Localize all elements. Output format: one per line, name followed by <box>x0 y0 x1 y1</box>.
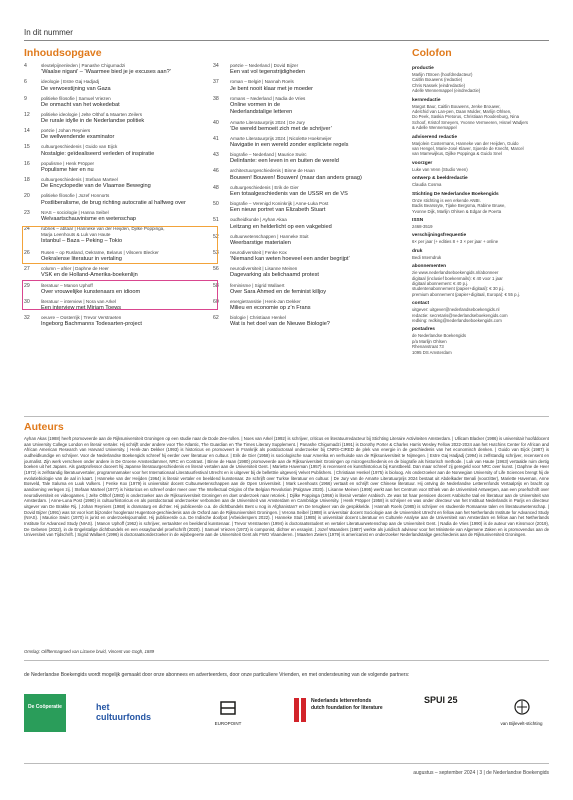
colofon-label: Stichting De Nederlandse Boekengids <box>412 191 499 197</box>
toc-meta: biografie – Verenigd Koninkrijk | Anne-Luka Post <box>230 201 329 207</box>
toc-entry[interactable] <box>213 79 409 95</box>
toc-meta: architectuurgeschiedenis | Binne de Haan <box>230 168 315 174</box>
toc-right-column <box>213 63 409 331</box>
colofon-line: Chris Nassek (eindredactie) <box>412 82 466 88</box>
toc-entry[interactable] <box>213 96 409 120</box>
toc-title: Je bent nooit klaar met je moeder <box>230 85 314 92</box>
colofon-line: Schoof, Kristof Smeyers, Yvonne Vermeeren, Hisnel Wadjers <box>412 119 529 125</box>
toc-title: Oekraïense literatuur in vertaling <box>41 256 122 263</box>
toc-page-number: 27 <box>24 266 30 273</box>
toc-title: VSK en de Holland-Amerika-boekenlijn <box>41 272 138 279</box>
toc-meta: biologie | Christiaan Henkel <box>230 315 286 321</box>
logo-spui25-text: SPUI 25 <box>424 695 458 705</box>
section-header: In dit nummer <box>24 28 73 37</box>
footer-rule <box>24 763 549 764</box>
toc-meta: biografie – Nederland | Maurice Swirc <box>230 152 307 158</box>
colofon-line: Onze stichting is een erkende ANBI. <box>412 197 481 203</box>
colofon-line: studentenabonnement (papier+digitaal): € 30 p.j. <box>412 286 505 292</box>
toc-heading: Inhoudsopgave <box>24 47 102 59</box>
colofon-label: ontwerp & beeldredactie <box>412 176 468 182</box>
colofon-line: uitgever: uitgever@nederlandseboekengids.nl <box>412 307 500 313</box>
toc-page-number: 34 <box>213 63 219 69</box>
toc-meta: neurodiversiteit | Lisanne Meinen <box>230 266 298 272</box>
toc-title: Postliberalisme, de brug richting autocratie al halfweg over <box>41 199 186 206</box>
colofon-line: Badis Bearssyte, Tijake Bergsma, Rabine Bruwe, <box>412 203 506 209</box>
logo-europoint[interactable] <box>200 694 256 732</box>
logo-europoint-text: EUROPOINT <box>214 721 242 726</box>
logo-cultuurfonds-text: het cultuurfonds <box>96 702 151 722</box>
toc-meta: cultuurwetenschappen | Hanneke Stuit <box>230 233 309 239</box>
toc-meta: Amarte Literatuurprijs 2024 | De Jury <box>230 119 305 125</box>
colofon-line: Claudia Cosma <box>412 182 442 188</box>
toc-title: Milieu en economie op z’n Frans <box>230 305 311 312</box>
auteurs-text: Ayhan Akas (1988) heeft promoveerde aan de Rijksuniversiteit Groningen op een studie naar de Dode Zee-rollen. | Noes van Arkel (1992) is schrijver, criticus en literatuurredacteur bij Stichting Literaire Activiteiten Amsterdam. | Ullicam Blacker (1986) is universitair hoofddocent aan University College London en literair vertaler. Hij schrijft onder andere voor The Atlantic, The Guardian en The Times Literary Supplement. | Panashe Chigumadzi (1991) is Dorothy Porter & Charles Harris Wesley Fellow 2022-2024 aan het Hutchins Center for African and African American Research van Harvard University. | Henk-Jan Dekker (1993) is historicus en promoveert in Frankrijk als postdoctoraal onderzoeker bij CNRS-CIRED de plek van energie in de geschiedenis van het economisch denken. | Guido van Eijck (1987) is oudheidkundige en schrijver. Voor de Nederlandse Boekengids schreef hij eerder over literatuur en cultuur. | Erik de Gier (1958) is sociologische naar Amerika en verhuisde van de Rijksuniversiteit te Nijmegen. | Estre Gaj Hadjadj (1994) is zelfstandig schrijver, recensent en journalist. Zijn werk verscheen onder andere in De Groene Amsterdammer, NRC en Contrast. | Binne de Haan (1980) promoveerde aan de Rijksuniversiteit Groningen op microgeschiedenis en de biografie als historisch methode. | Luk van Haute (1963) vertaalde ruim dertig boeken uit het Japans. Als gastprofessor doceert hij Japanse literatuurgeschiedenis en literair vertalen aan de Universiteit Gent. | Mariette Haveman (1957) is recensent en kunsthistoricus bij Kunstbeeld. Dan maar schreef zij geregeld voor NRC over kunst. | Daphne de Heer (1972) is zelfstandig literatuurvertaler, programmamaker voor het Internationaal Literatuurfestival Utrecht en is uitgever bij de bellettrie uitgeverij Velvet Publishers. | Christiaan Henkel (1975) is bioloog. Als onderzoeker aan de Norwegian University of Life Sciences brengt hij de evolutiebiologie van de aal in kaart. | Hanneke van der Heijden (1964) is literair vertaler en beeldend kunstenaar. Ze schrijft over Turkse literatuur en cultuur. | De Jury van de Amarte Literatuurprijs 2024 bestaat uit Abdelkader Benali (voorzitter), Mariette Haveman, Anne Bosveld, Tale Saluma en Luuk Vulkers. | Fenke Kox (1979) is universitair docent Cultuurwetenschappen aan de Open Universiteit. | Mark Leenhouts (1966) vertaalt en schrijft over Chinese literatuur. Hij ontving de Nederlandse Letterenfonds Vertaalprijs en bracht op aandoening verlegen zij. | Stefaan Marteel (1977) is historicus en schreef onder meer over The Intellectual Origins of the Belgian Revolution (Palgrave 2020). | Lisanne Meinen (1995) werkt aan het Centrum voor Ethiek van de Universiteit Antwerpen, aan een proefschrift over neurodiversiteit en videogames. | Jelte Olthof (1983) is onderzoeker aan de Rijksuniversiteit Groningen en doet onderzoek naar retoriek. | Djilke Poppinga (1956) is literair vertaler Arabisch. Ze was tot haar pensioen docent Arabische taal en literatuur aan de Universiteit van Amsterdam. | Anne-Luna Post (1990) is cultuurhistoricus en als postdoctoraal onderzoeker verbonden aan de Universiteit van Amsterdam en Cambridge University. | Henk Pröpper (1958) is schrijver en was onder directeur van het Instituut Nederlands in Parijs en directeur uitgever van De Brakke Rij. | Johan Reyniers (1968) is dramaturg en dichter. Hij publiceerde o.a. de dichtbundels Bent u nog in Afghanistan? en De terugkeer van de gespikkelde. | Hannah Roels (1985) is schrijver en studeerde Romaanse talen en literatuurwetenschap. | Dovid Bijzer (1991) was tot voor kort bijzonder hoogleraar Hugentoot-geschiedenis aan de Oxford aan de Rijksuniversiteit Groningen. | Verona Seibel (1988) is universitair docent Sociologie aan de Universiteit Utrecht en fellow aan het Netherlands Institute for Advanced Study (NIAS). | Maurice Swirc (1970) is jurist en onderzoeksjournalist. Hij publiceerde o.a. De Indische doofpot (Arbeiderspers 2022). | Hanneke Stuit (1985) is universitair docent Literatuur en Culturele Analyse aan de Universiteit van Amsterdam en fellow aan het Netherlands Institute for Advanced Study (NIAS). | Manon Uphoff (1962) is schrijver, vertaalster en beeldend kunstenaar. | Trevor Verstraeten (1994) is doctoraatsstudent en vertaler Literatuurwetenschap aan de Universiteit Gent. | Nadia de Vries (1990) is de auteur van Kinsmoor (2019), De Gebeten (2022), in de Engelstalige dichtbundels en een essaybundel proefschrift (2020). | Samuel Vriezen (1973) is componist, dichter en essayist. | Jozef Waanders (1987) werkte als juridisch adviseur voor het Ministerie van Algemene Zaken en is promovendus aan de Universiteit van Tijdschrift. | Sigrid Wallaert (1996) is doctoraatsonderzoeker in de wijsbegeerte aan de Universiteit Gent als FWO Vlaanderen. | Maarten Zwiers (1979) is americanist en onderzoeker Nederlandstalige geschiedenis aan de Rijksuniversiteit Groningen. <box>24 436 549 538</box>
highlight-box-orange <box>22 226 218 264</box>
colofon-group <box>412 301 552 323</box>
toc-meta: cultuurgeschiedenis | Stefaan Marteel <box>41 177 118 183</box>
toc-page-number: 15 <box>24 144 30 151</box>
toc-title: ‘De wereld bemoeit zich met de schrijver’ <box>230 125 332 132</box>
colofon-label: contact <box>412 301 430 307</box>
toc-page-number: 32 <box>24 315 30 322</box>
auteurs-rule <box>24 416 549 417</box>
logo-cultuurfonds[interactable] <box>96 694 162 732</box>
logo-bijlevelt[interactable] <box>494 694 549 732</box>
logo-spui25[interactable] <box>424 694 460 732</box>
toc-meta: populisme | Henk Pröpper <box>41 160 95 166</box>
colofon-line: digitaal (inclusief boekenmails): € 40 voor 1 jaar <box>412 275 503 281</box>
toc-page-number: 6 <box>24 79 27 86</box>
colofon-group <box>412 233 552 244</box>
toc-title: Online vormen in de <box>230 101 281 108</box>
toc-meta-continued: Marja Leenhouts & Luk van Haute <box>41 232 111 238</box>
logo-letterenfonds[interactable] <box>294 694 384 732</box>
colofon-line: Yvonne Dijk, Marlijn Ohlsen & Edgar de Poerta <box>412 208 502 214</box>
colofon-group <box>412 327 552 355</box>
colofon-group <box>412 66 552 94</box>
colofon-line: Caitlin Bouwens (redactie) <box>412 77 463 83</box>
toc-title: Over Sara Ahmed en de feminist killjoy <box>230 288 327 295</box>
colofon-group <box>412 135 552 157</box>
colofon-group <box>412 264 552 297</box>
colofon-line: 6× per jaar (+ edities 8 + 3 × per jaar + online <box>412 239 499 245</box>
toc-meta: oeuvre – Oosterrijk | Trevor Verstraeten <box>41 315 122 321</box>
toc-page-number: 58 <box>213 282 219 289</box>
colofon-label: productie <box>412 66 434 71</box>
colofon-line: Luke van Venn (Studio Veen) <box>412 166 468 172</box>
toc-entry[interactable] <box>213 315 409 331</box>
toc-title: De verwoestijning van Gaza <box>41 85 111 92</box>
page-footer: augustus – september 2024 | 3 | de Nederlandse Boekengids <box>413 770 549 776</box>
colofon-line: van Hengel, Marie-José Klaver, Sjoerde de Knecht, Marcel <box>412 146 524 152</box>
toc-entry[interactable] <box>24 112 220 128</box>
header-rule <box>24 40 549 41</box>
colofon-line: premium abonnement (papier+digitaal, Europa): € 55 p.j. <box>412 291 520 297</box>
logo-cooperatie[interactable] <box>24 694 66 732</box>
toc-page-number: 41 <box>213 135 219 142</box>
toc-title: Een totaalgeschiedenis van de USSR en de VS <box>230 190 348 197</box>
toc-entry[interactable] <box>24 193 220 209</box>
toc-entry[interactable] <box>213 185 409 201</box>
toc-meta: politieke filosofie | Jozef Honnorts <box>41 193 110 199</box>
toc-page-number: 43 <box>213 152 219 159</box>
logo-letterenfonds-text: Nederlands letterenfonds dutch foundation for literature <box>311 698 383 711</box>
toc-page-number: 14 <box>24 128 30 135</box>
toc-page-number: 52 <box>213 233 219 240</box>
toc-entry[interactable] <box>213 120 409 136</box>
toc-page-number: 62 <box>213 315 219 322</box>
toc-page-number: 23 <box>24 209 30 216</box>
toc-title: Dagevarking als belichaamd protest <box>230 272 319 279</box>
colofon-line: redactie: secretaris@nederlandseboekengids.com <box>412 312 508 318</box>
toc-page-number: 24 <box>24 225 30 232</box>
colofon-label: verschijningsfrequentie <box>412 233 467 239</box>
toc-page-number: 53 <box>213 249 219 256</box>
toc-entry[interactable] <box>213 201 409 217</box>
colofon-line: Marjolein Costermans, Hanneke van der Heijden, Guido <box>412 140 519 146</box>
colofon-line: Adelchid van Lan-pen, Daan Mulder, Marlijn Ohlsen, <box>412 109 512 115</box>
highlight-box-pink <box>22 280 218 310</box>
toc-title: Een vat vol tegenstrijdigheden <box>230 69 305 76</box>
toc-meta: sleutelpijnenleden | Panashe Chigumadzi <box>41 63 126 68</box>
toc-title: Ingeborg Bachmanns Todesarten-project <box>41 321 142 328</box>
toc-title: Welvaartschauvinisme en wetenschap <box>41 215 137 222</box>
letterenfonds-mark-icon <box>294 698 308 722</box>
colofon-line: Margot Baur, Caitlin Bouwens, Jenke Brouwer, <box>412 103 501 109</box>
toc-entry[interactable] <box>24 79 220 95</box>
toc-meta: energietransitie | Henk-Jan Dekker <box>230 298 301 304</box>
toc-meta: romans – Nederland | Nadia de Vries <box>230 95 306 101</box>
auteurs-heading: Auteurs <box>24 421 64 433</box>
toc-meta: cultuurgeschiedenis | Erik de Gier <box>230 184 299 190</box>
toc-title: ‘Waalse nigani’ – ‘Waarmee bied je je excuses aan?’ <box>41 69 171 76</box>
colofon-group <box>412 161 552 172</box>
toc-page-number: 50 <box>213 201 219 208</box>
colofon-line: redking: redking@nederlandseboekengids.com <box>412 317 502 323</box>
toc-page-number: 40 <box>213 119 219 126</box>
toc-title: Over vrouwelijke kunstenaars en idioom <box>41 288 141 295</box>
toc-entry[interactable] <box>24 210 220 226</box>
colofon-label: voorzger <box>412 160 433 166</box>
toc-title: Leitzang en helderlicht op een vakgebied <box>230 223 332 230</box>
toc-title: Weerbarstige materialen <box>230 239 291 246</box>
toc-page-number: 26 <box>24 249 30 256</box>
colofon-line: Marlijn t’Broen (hoofdredacteur) <box>412 72 473 77</box>
toc-page-number: 12 <box>24 111 30 118</box>
colofon-label: druk <box>412 248 423 254</box>
toc-entry[interactable] <box>24 161 220 177</box>
toc-page-number: 4 <box>24 63 27 69</box>
toc-title: De Encyclopedie van de Vlaamse Beweging <box>41 183 151 190</box>
toc-title: De wellwendende examinator <box>41 134 115 141</box>
toc-meta: poëzie | Johan Reyniers <box>41 128 91 134</box>
toc-page-number: 56 <box>213 266 219 273</box>
toc-meta: politieke ideologie | Jelte Olthof & Maarten Zeilers <box>41 111 143 117</box>
toc-page-number: 18 <box>24 177 30 184</box>
toc-title: Een nieuw portret van Elizabeth Stuart <box>230 207 326 214</box>
toc-entry[interactable] <box>24 144 220 160</box>
colofon-line: de Nederlandse Boekengids <box>412 333 466 339</box>
toc-page-number: 46 <box>213 168 219 175</box>
toc-entry[interactable] <box>213 283 409 299</box>
toc-meta: column – afrier | Daphne de Heer <box>41 266 109 272</box>
toc-page-number: 60 <box>213 298 219 305</box>
toc-meta: Amarte Literatuurprijs 2024 | Nicolette Hoekmeijer <box>230 135 332 141</box>
toc-title: Istanbul – Baza – Peking – Tokio <box>41 238 123 245</box>
colofon-line: Bedi Interndruk <box>412 254 442 260</box>
toc-entry[interactable] <box>213 63 409 79</box>
colofon-line: Do Peek, Saskia Pretorus, Christiaan Roodenburg, Nina <box>412 114 520 120</box>
colofon-label: abonnementen <box>412 264 447 270</box>
colofon-group <box>412 176 552 187</box>
colofon-line: digitaal abonnement: € 40 p.j. <box>412 280 469 286</box>
toc-entry[interactable] <box>213 250 409 266</box>
colofon-group <box>412 98 552 131</box>
toc-title: De rurale idylle in de Nederlandse politiek <box>41 118 145 125</box>
colofon-line: Adelle Wennemappel (eindredactie) <box>412 88 481 94</box>
toc-page-number: 48 <box>213 184 219 191</box>
toc-meta: NIAS – sociologie | Hanna Seibel <box>41 209 109 215</box>
toc-entry[interactable] <box>213 266 409 282</box>
colofon-group <box>412 218 552 229</box>
toc-title: Een interview met Miriam Toews <box>41 305 122 312</box>
colofon-line: 2468-3519 <box>412 223 433 229</box>
colofon <box>412 66 552 359</box>
toc-meta: neurodiversiteit | Fenke Kox <box>230 249 287 255</box>
cover-credit: Omslag: Olifftermagroed van Lizavne bruid, Vincent van Gogh, 1889 <box>24 649 155 654</box>
toc-page-number: 29 <box>24 282 30 289</box>
colofon-line: & Adelle Wennemappel <box>412 125 457 131</box>
toc-meta: feminisme | Sigrid Wallaert <box>230 282 285 288</box>
toc-title: ‘Niemand kan weten hoeveel een ander begrijpt’ <box>230 256 350 263</box>
colofon-label: postadres <box>412 327 435 333</box>
colofon-line: 1095 DS Amsterdam <box>412 349 452 355</box>
colofon-label: kernredactie <box>412 97 441 103</box>
toc-meta: rubriek – abtaar | Hanneke van der Heijden, Djilke Poppinga, <box>41 225 165 231</box>
toc-meta: oudheidkunde | Ayhan Akaa <box>230 217 287 223</box>
colofon-label: ISSN <box>412 217 424 223</box>
toc-meta: ideologie | Estre Gaj Hadjadj <box>41 79 100 85</box>
toc-meta: cultuurgeschiedenis | Guido van Eijck <box>41 144 118 150</box>
toc-page-number: 51 <box>213 217 219 224</box>
toc-page-number: 16 <box>24 160 30 167</box>
partners-text: de Nederlandse Boekengids wordt mogelijk gemaakt door onze abonnees en adverteerders, door onze particuliere Vrienden, en met ondersteuning van de volgende partners: <box>24 672 410 678</box>
partners-rule <box>24 660 549 661</box>
toc-entry[interactable] <box>24 315 220 331</box>
toc-meta: poëzie – Nederland | Dovid Bijzer <box>230 63 299 68</box>
colofon-group <box>412 192 552 214</box>
logo-bijlevelt-text: van Bijlevelt-stichting <box>500 721 543 726</box>
toc-page-number: 38 <box>213 95 219 102</box>
toc-page-number: 20 <box>24 193 30 200</box>
toc-meta: roman – België | Nannah Roels <box>230 79 294 85</box>
toc-meta: literatuur – interview | Nora van Arkel <box>41 298 116 304</box>
toc-meta: literatuur – Manon Uphoff <box>41 282 93 288</box>
colofon-line: p/a Marlijn Ohlsen <box>412 338 447 344</box>
toc-title: Navigatie in een wereld zonder expliciete regels <box>230 142 349 149</box>
colofon-label: adviserend redactie <box>412 134 458 140</box>
toc-entry[interactable] <box>24 63 220 79</box>
toc-page-number: 30 <box>24 298 30 305</box>
partner-logos <box>24 694 549 734</box>
toc-meta: politieke filosofie | Samuel Vriezen <box>41 95 111 101</box>
logo-cooperatie-text: De Coöperatie <box>28 704 62 710</box>
toc-page-number: 9 <box>24 95 27 102</box>
colofon-line: van Marrewijkus, Djilke Poppinga & Guido Snel <box>412 151 502 157</box>
colofon-line: Rhenanstraat 73 <box>412 344 444 350</box>
colofon-group <box>412 249 552 260</box>
toc-title: De onmacht van het wokedebat <box>41 101 120 108</box>
toc-entry[interactable] <box>213 299 409 315</box>
toc-title: Nostalgie: geïdealiseerd verleden of inspiratie <box>41 150 155 157</box>
bijlevelt-mark-icon <box>513 698 531 716</box>
colofon-line: zie www.nederlandseboekengids.nl/abonneer <box>412 270 499 276</box>
europoint-mark-icon <box>218 700 238 716</box>
toc-entry[interactable] <box>213 136 409 152</box>
toc-entry[interactable] <box>24 96 220 112</box>
toc-entry[interactable] <box>213 168 409 184</box>
toc-entry[interactable] <box>24 177 220 193</box>
toc-title: Wat is het doel van de Nieuwe Biologie? <box>230 321 330 328</box>
toc-title: Delinfante: een leven in en buiten de wereld <box>230 158 339 165</box>
toc-title: Populisme hier en nu <box>41 166 94 173</box>
toc-title-continued: Nederlandstalige letteren <box>230 108 293 115</box>
toc-meta: Rusen – op Rusland, Oekraïne, Belarus | Vilsoem Blecker <box>41 249 159 255</box>
toc-entry[interactable] <box>213 234 409 250</box>
toc-entry[interactable] <box>24 128 220 144</box>
toc-title: Bouwen! Bouwen! Bouwen! (maar dan anders graag) <box>230 174 362 181</box>
colofon-heading: Colofon <box>412 47 452 59</box>
toc-page-number: 37 <box>213 79 219 86</box>
toc-entry[interactable] <box>213 152 409 168</box>
toc-entry[interactable] <box>213 217 409 233</box>
